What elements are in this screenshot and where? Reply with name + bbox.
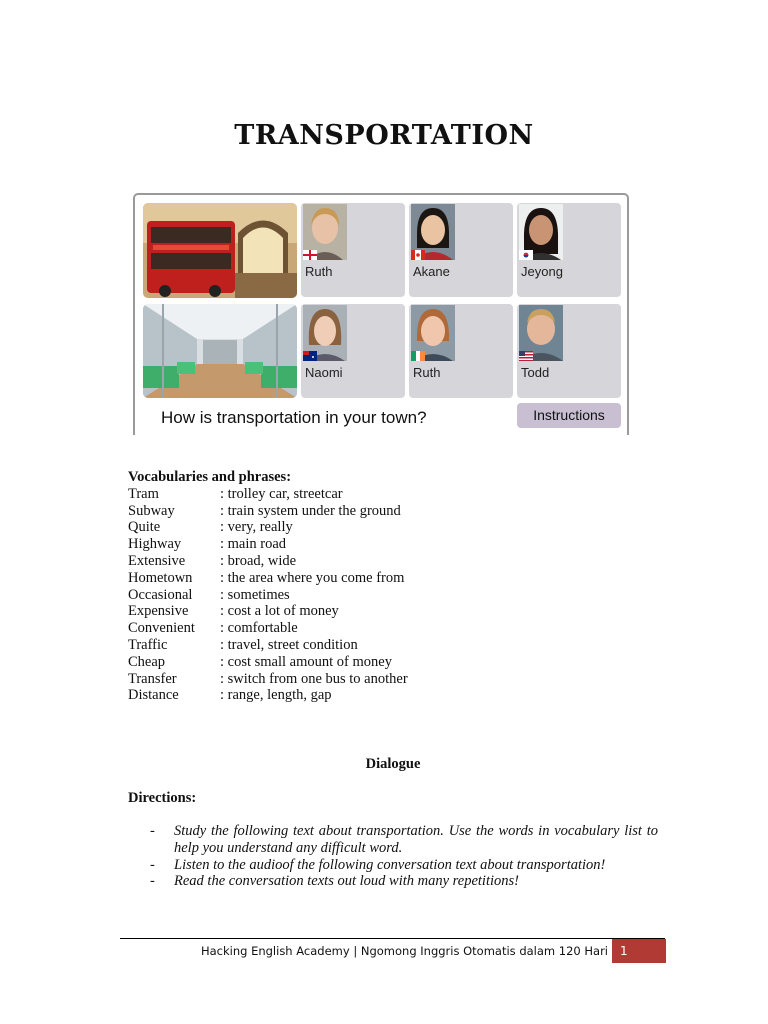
page-number: 1 xyxy=(612,939,666,963)
vocabulary-row xyxy=(128,687,408,704)
person-card-naomi[interactable] xyxy=(301,304,405,398)
vocabulary-definition: : range, length, gap xyxy=(220,687,332,704)
vocabulary-definition: : very, really xyxy=(220,519,293,536)
dialogue-heading: Dialogue xyxy=(365,756,421,772)
vocabulary-definition: : the area where you come from xyxy=(220,569,405,586)
vocabulary-term: Cheap xyxy=(128,653,166,670)
directions-heading: Directions: xyxy=(128,790,197,806)
person-name: Akane xyxy=(413,264,450,279)
vocabulary-heading: Vocabularies and phrases: xyxy=(128,469,292,485)
vocabulary-row xyxy=(128,671,408,688)
footer-divider xyxy=(120,938,665,939)
page-title: TRANSPORTATION xyxy=(234,120,534,151)
vocabulary-definition: : train system under the ground xyxy=(220,502,401,519)
direction-text: Study the following text about transportation. Use the words in vocabulary list to help you understand any difficult word. xyxy=(174,823,658,856)
vocabulary-definition: : trolley car, streetcar xyxy=(220,485,343,502)
direction-item xyxy=(150,857,658,874)
vocabulary-definition: : cost small amount of money xyxy=(220,653,392,670)
transportation-banner xyxy=(133,193,629,435)
person-name: Ruth xyxy=(305,264,333,279)
vocabulary-definition: : broad, wide xyxy=(220,552,297,569)
person-name: Todd xyxy=(521,365,550,380)
vocabulary-term: Hometown xyxy=(128,569,193,586)
vocabulary-term: Highway xyxy=(128,536,182,553)
instructions-button[interactable]: Instructions xyxy=(517,403,621,428)
korea-flag-icon xyxy=(519,250,533,260)
person-card-ruth-2[interactable] xyxy=(409,304,513,398)
vocabulary-row xyxy=(128,570,408,587)
vocabulary-row xyxy=(128,519,408,536)
usa-flag-icon xyxy=(519,351,533,361)
vocabulary-term: Convenient xyxy=(128,620,195,637)
vocabulary-row xyxy=(128,620,408,637)
person-name: Jeyong xyxy=(521,264,563,279)
vocabulary-definition: : travel, street condition xyxy=(220,636,358,653)
person-name: Ruth xyxy=(413,365,441,380)
bus-photo xyxy=(143,203,297,298)
vocabulary-definition: : main road xyxy=(220,536,287,553)
vocabulary-term: Transfer xyxy=(128,670,177,687)
bullet-dash: - xyxy=(150,873,155,890)
vocabulary-definition: : sometimes xyxy=(220,586,290,603)
vocabulary-row xyxy=(128,603,408,620)
direction-text: Read the conversation texts out loud with many repetitions! xyxy=(174,873,519,890)
vocabulary-list xyxy=(128,486,408,704)
vocabulary-row xyxy=(128,503,408,520)
footer-text: Hacking English Academy | Ngomong Inggris Otomatis dalam 120 Hari xyxy=(200,944,608,958)
vocabulary-term: Distance xyxy=(128,687,179,704)
vocabulary-term: Expensive xyxy=(128,603,189,620)
vocabulary-row xyxy=(128,637,408,654)
direction-item xyxy=(150,873,658,890)
vocabulary-term: Tram xyxy=(128,485,159,502)
train-interior-photo xyxy=(143,304,297,398)
person-card-akane[interactable] xyxy=(409,203,513,297)
directions-list xyxy=(150,823,658,890)
vocabulary-term: Extensive xyxy=(128,552,186,569)
vocabulary-definition: : switch from one bus to another xyxy=(220,670,408,687)
vocabulary-term: Traffic xyxy=(128,636,168,653)
england-flag-icon xyxy=(303,250,317,260)
vocabulary-row xyxy=(128,486,408,503)
vocabulary-row xyxy=(128,536,408,553)
canada-flag-icon xyxy=(411,250,425,260)
person-name: Naomi xyxy=(305,365,343,380)
vocabulary-definition: : cost a lot of money xyxy=(220,603,339,620)
vocabulary-definition: : comfortable xyxy=(220,620,298,637)
ireland-flag-icon xyxy=(411,351,425,361)
vocabulary-term: Subway xyxy=(128,502,175,519)
vocabulary-section xyxy=(128,469,408,704)
vocabulary-row xyxy=(128,553,408,570)
bullet-dash: - xyxy=(150,823,155,839)
vocabulary-row xyxy=(128,587,408,604)
direction-item xyxy=(150,823,658,857)
person-card-ruth-1[interactable] xyxy=(301,203,405,297)
banner-question: How is transportation in your town? xyxy=(161,408,427,427)
vocabulary-term: Occasional xyxy=(128,586,193,603)
bullet-dash: - xyxy=(150,856,155,873)
australia-flag-icon xyxy=(303,351,317,361)
vocabulary-term: Quite xyxy=(128,519,161,536)
person-card-jeyong[interactable] xyxy=(517,203,621,297)
direction-text: Listen to the audioof the following conversation text about transportation! xyxy=(174,856,606,873)
person-card-todd[interactable] xyxy=(517,304,621,398)
vocabulary-row xyxy=(128,654,408,671)
